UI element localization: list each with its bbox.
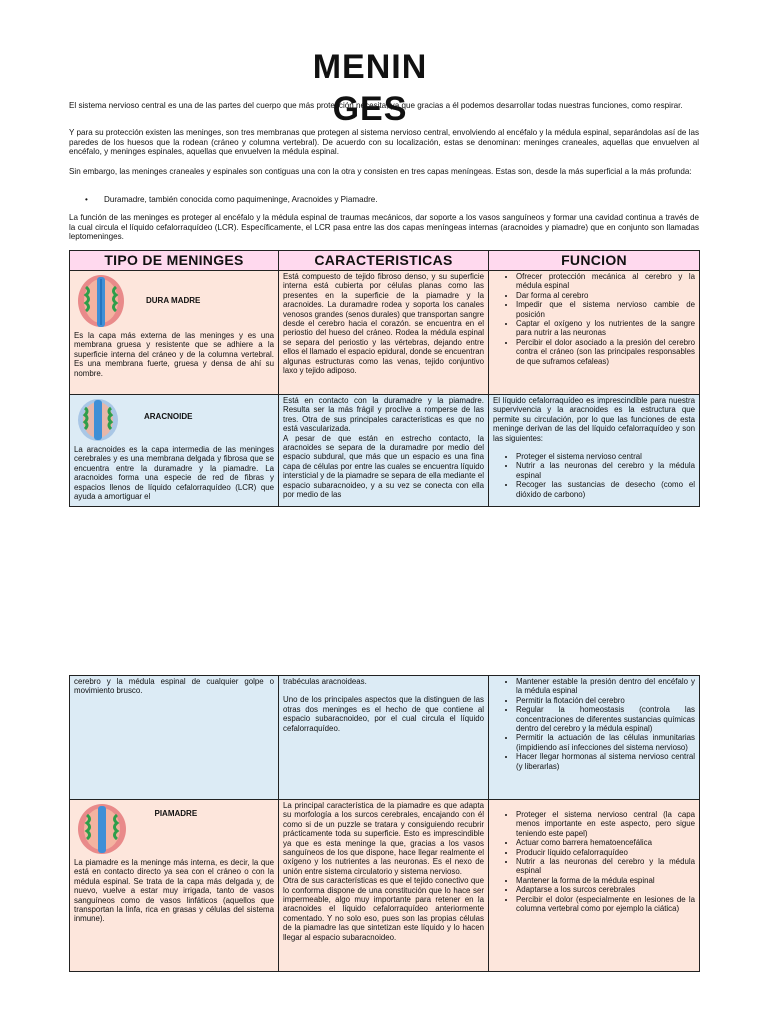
table-row-duramadre (70, 271, 700, 395)
piamadre-label: PIAMADRE (154, 809, 198, 818)
list-item: • Regular la homeostasis (controla las concentraciones de diferentes sustancias químicas dentro del cerebro y la médula espinal) (516, 705, 695, 733)
title-line-1: MENIN (312, 48, 428, 86)
aracnoide-description: La aracnoides es la capa intermedia de las meninges cerebrales y es una membrana delgada y fibrosa que se encuentra entre la duramadre y la piamadre. La aracnoides forma una especie de red de fibras y espacios llenos de líquido cefalorraquídeo (LCR) que ayuda a amortiguar el (74, 445, 274, 502)
aracnoide-label: ARACNOIDE (144, 412, 193, 421)
cell-aracnoide-caracteristicas-cont (279, 676, 489, 800)
table-row-aracnoide (70, 395, 700, 507)
duramadre-label: DURA MADRE (146, 296, 201, 305)
cell-aracnoide-tipo-cont (70, 676, 279, 800)
list-item: • Nutrir a las neuronas del cerebro y la médula espinal (516, 857, 695, 876)
page-title (300, 46, 440, 130)
list-item: • Producir líquido cefalorraquídeo (516, 848, 695, 857)
piamadre-characteristics-1: La principal característica de la piamadre es que adapta su morfología a los surcos cerebrales, encajando con él como si de un puzzle se tratara y consiguiendo recubrir prácticamente toda su superficie. Esto es imprescindible ya que es esta meninge la que, gracias a los vasos sanguíneos de los que dispone, hace llegar realmente el oxígeno y los nutrientes a las neuronas. Es el nexo de unión entre sistema circulatorio y sistema nervioso. (283, 801, 484, 876)
aracnoide-description-cont: cerebro y la médula espinal de cualquier golpe o movimiento brusco. (74, 677, 274, 696)
piamadre-description: La piamadre es la meninge más interna, es decir, la que está en contacto directo ya sea con el cráneo o con la médula espinal. Se trata de la capa más delgada y, de nuevo, vuelve a estar muy irrigada, tanto de vasos sanguíneos como de vasos linfáticos (aquellos que transportan la linfa, rica en grasas y células del sistema inmune). (74, 858, 274, 924)
header-caracteristicas: CARACTERISTICAS (279, 251, 489, 271)
list-item: • Adaptarse a los surcos cerebrales (516, 885, 695, 894)
cell-aracnoide-funcion-cont (489, 676, 700, 800)
aracnoide-function-intro: El líquido cefalorraquídeo es imprescindible para nuestra supervivencia y la aracnoides es la estructura que permite su circulación, por lo que las funciones de esta meninge derivan de las del líquido cefalorraquídeo y son las siguientes: (493, 396, 695, 443)
intro-paragraph-1: El sistema nervioso central es una de las partes del cuerpo que más protección necesita, ya que gracias a él podemos desarrollar todas nuestras funciones, como respirar. (69, 101, 683, 110)
list-item: • Permitir la actuación de las células inmunitarias (impidiendo así infecciones del sistema nervioso) (516, 733, 695, 752)
cell-aracnoide-caracteristicas (279, 395, 489, 507)
list-item: • Recoger las sustancias de desecho (como el dióxido de carbono) (516, 480, 695, 499)
aracnoide-characteristics-cont-2: Uno de los principales aspectos que la distinguen de las otras dos meninges es el hecho de que contiene al espacio subaracnoideo, por el cual circula el líquido cefalorraquídeo. (283, 695, 484, 733)
list-item: • Actuar como barrera hematoencefálica (516, 838, 695, 847)
duramadre-description: Es la capa más externa de las meninges y es una membrana gruesa y resistente que se adhiere a la superficie interna del cráneo y de la columna vertebral. Es una membrana fuerte, gruesa y densa de ahí su nombre. (74, 331, 274, 378)
list-item: • Dar forma al cerebro (516, 291, 695, 300)
cell-aracnoide-funcion (489, 395, 700, 507)
cell-piamadre-funcion (489, 800, 700, 972)
list-item: • Ofrecer protección mecánica al cerebro y la médula espinal (516, 272, 695, 291)
table-row-aracnoide-continued (70, 676, 700, 800)
cell-piamadre-caracteristicas (279, 800, 489, 972)
aracnoide-functions-cont (493, 677, 695, 771)
list-item: • Percibir el dolor asociado a la presión del cerebro contra el cráneo (son las principales responsables de que suframos cefaleas) (516, 338, 695, 366)
piamadre-functions (493, 810, 695, 913)
table-row-piamadre (70, 800, 700, 972)
aracnoide-characteristics-2: A pesar de que están en estrecho contacto, la aracnoides se separa de la duramadre por medio del espacio subdural, que más que un espacio es una fina capa de células por entre las cuales se encuentra líquido intersticial y de la piamadre se separa de ella mediante el espacio subaracnoideo, y a su vez se conecta con ella por medio de las (283, 433, 484, 500)
function-paragraph: La función de las meninges es proteger al encéfalo y la médula espinal de traumas mecánicos, dar soporte a los vasos sanguíneos y formar una cavidad continua a través de la cual circula el líquido cefalorraquídeo (LCR). Específicamente, el LCR pasa entre las dos capas meníngeas internas (aracnoides y piamadre) que en conjunto son llamadas leptomeninges. (69, 213, 699, 242)
list-item: • Percibir el dolor (especialmente en lesiones de la columna vertebral como por ejemplo la ciática) (516, 895, 695, 914)
cell-piamadre-tipo (70, 800, 279, 972)
list-item: • Proteger el sistema nervioso central (516, 452, 695, 461)
brain-illustration-icon (76, 802, 128, 856)
table-header-row (70, 251, 700, 271)
list-item: • Mantener la forma de la médula espinal (516, 876, 695, 885)
brain-illustration-icon (76, 273, 126, 329)
duramadre-characteristics: Está compuesto de tejido fibroso denso, y su superficie interna está cubierta por células planas como las presentes en la superficie de la piamadre y la aracnoides. La duramadre rodea y soporta los canales venosos grandes (senos durales) que transportan sangre desde el cerebro hacia el corazón. se encuentra en el periostio del hueso del cráneo. Rodea la médula espinal se separa del periostio y las vértebras, dejando entre ellos el llamado el espacio epidural, donde se encuentran algunas estructuras como las venas, tejido conjuntivo laxo y tejido adiposo. (283, 272, 484, 376)
meninges-table-part-1 (69, 250, 700, 507)
header-tipo: TIPO DE MENINGES (70, 251, 279, 271)
cell-aracnoide-tipo (70, 395, 279, 507)
aracnoide-functions (493, 452, 695, 499)
title-line-2: GES (332, 90, 408, 128)
cell-dura-funcion (489, 271, 700, 395)
list-item: • Mantener estable la presión dentro del encéfalo y la médula espinal (516, 677, 695, 696)
list-item: • Impedir que el sistema nervioso cambie de posición (516, 300, 695, 319)
layers-list (85, 195, 685, 205)
list-item: • Proteger el sistema nervioso central (la capa menos importante en este aspecto, pero sigue teniendo este papel) (516, 810, 695, 838)
intro-paragraph-3: Sin embargo, las meninges craneales y espinales son contiguas una con la otra y consisten en tres capas meníngeas. Estas son, desde la más superficial a la más profunda: (69, 167, 692, 176)
cell-dura-tipo (70, 271, 279, 395)
list-item: • Nutrir a las neuronas del cerebro y la médula espinal (516, 461, 695, 480)
brain-illustration-icon (76, 397, 120, 443)
list-item: • Hacer llegar hormonas al sistema nervioso central (y liberarlas) (516, 752, 695, 771)
intro-paragraph-2: Y para su protección existen las meninges, son tres membranas que protegen al sistema nervioso central, envolviendo al encéfalo y la médula espinal, separándolas así de las paredes de los huesos que la rodean (cráneo y columna vertebral). De acuerdo con su localización, estas se denominan: meninges craneales, aquellas que envuelven al encéfalo, y meninges espinales, aquellas que envuelven la médula espinal. (69, 128, 699, 157)
cell-dura-caracteristicas (279, 271, 489, 395)
list-item: • Captar el oxígeno y los nutrientes de la sangre para nutrir a las neuronas (516, 319, 695, 338)
aracnoide-characteristics-1: Está en contacto con la duramadre y la piamadre. Resulta ser la más frágil y proclive a romperse de las tres. Otra de sus principales características es que no está vascularizada. (283, 396, 484, 434)
aracnoide-characteristics-cont-1: trabéculas aracnoideas. (283, 677, 367, 686)
piamadre-characteristics-2: Otra de sus características es que el tejido conectivo que lo conforma dispone de una constitución que lo hace ser impermeable, algo muy importante para retener en la aracnoides el líquido cefalorraquídeo anteriormente comentado. Y no solo eso, pues son las propias células de la piamadre las que sintetizan este líquido y lo hacen llegar al espacio subaracnoideo. (283, 876, 484, 942)
list-item: • Permitir la flotación del cerebro (516, 696, 695, 705)
meninges-table-part-2 (69, 675, 700, 972)
duramadre-functions (493, 272, 695, 366)
header-funcion: FUNCION (489, 251, 700, 271)
layers-list-item: • Duramadre, también conocida como paquimeninge, Aracnoides y Piamadre. (85, 195, 685, 205)
